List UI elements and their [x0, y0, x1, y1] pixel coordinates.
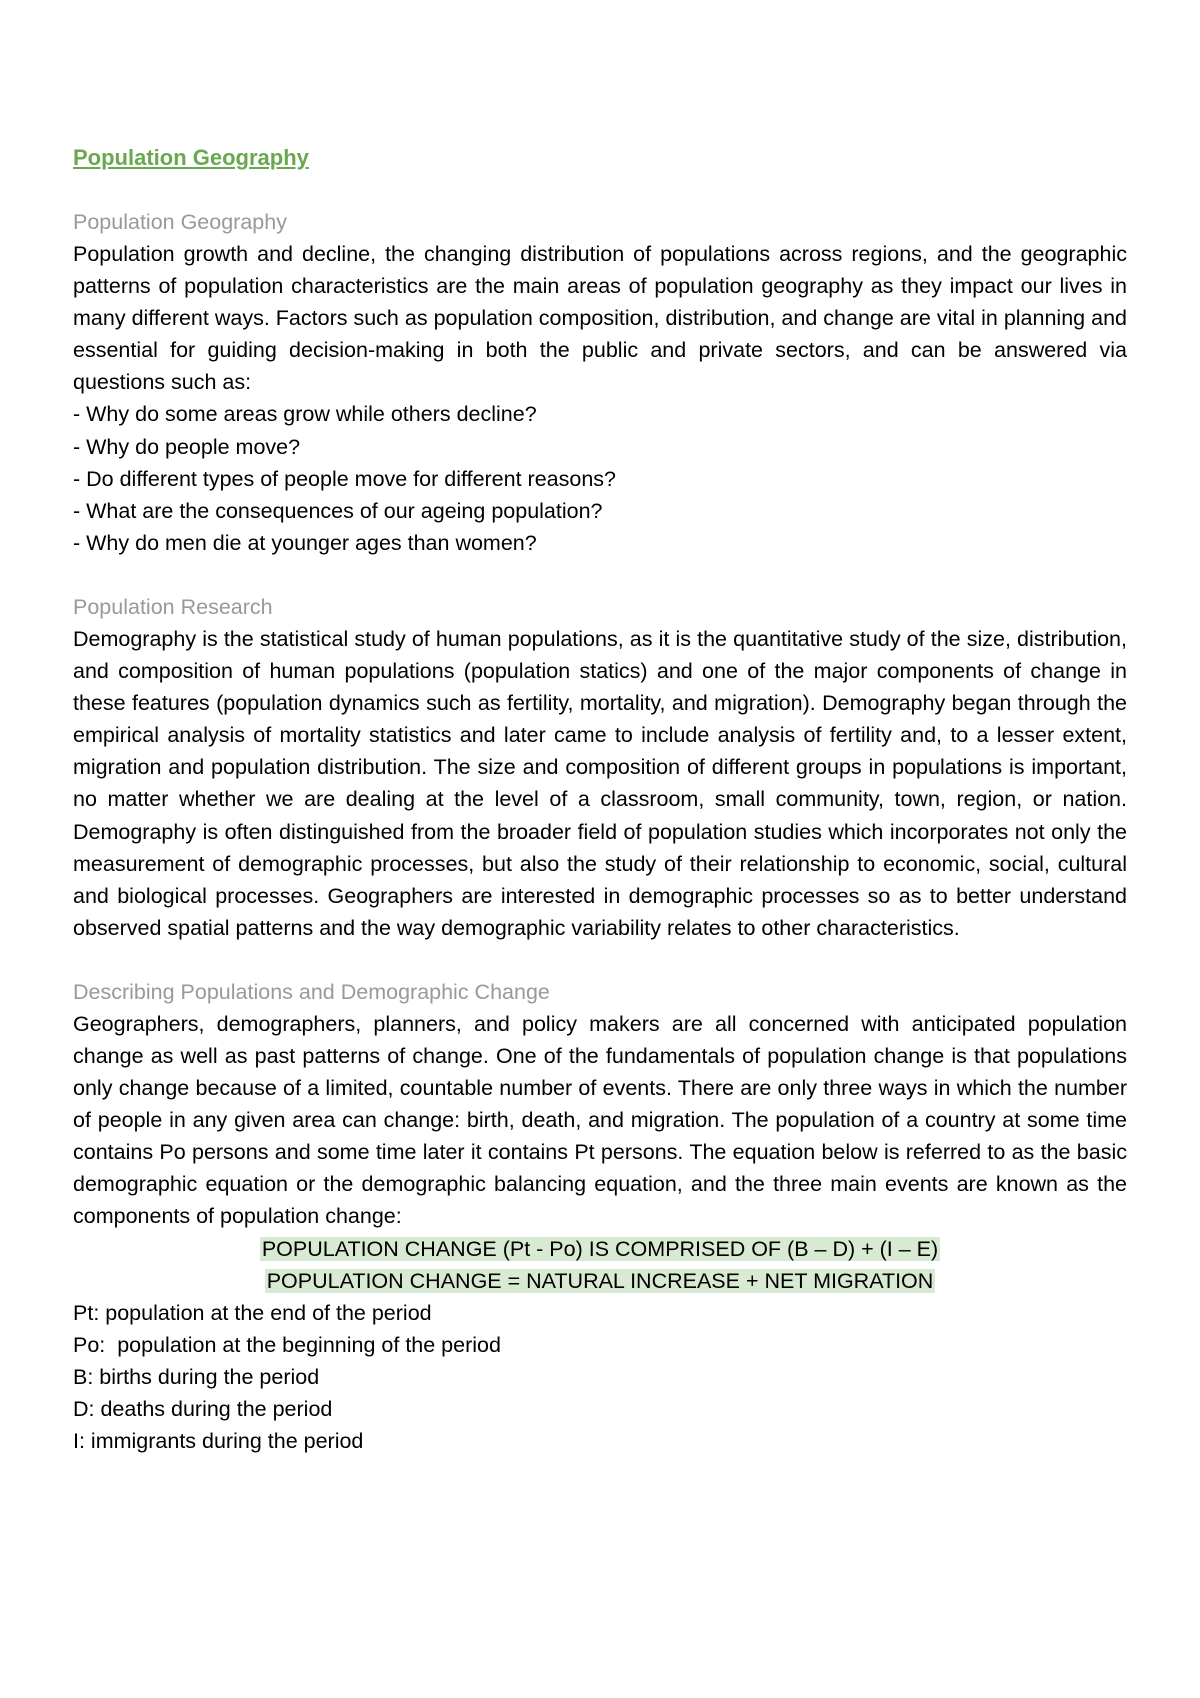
equation-text: POPULATION CHANGE (Pt - Po) IS COMPRISED OF (B – D) + (I – E) — [261, 1236, 939, 1261]
definition-item: Po: population at the beginning of the period — [73, 1332, 501, 1357]
section-paragraph: Geographers, demographers, planners, and policy makers are all concerned with anticipated population change as well as past patterns of change. One of the fundamentals of population change is that populations only change because of a limited, countable number of events. There are only three ways in which the number of people in any given area can change: birth, death, and migration. The population of a country at some time contains Po persons and some time later it contains Pt persons. The equation below is referred to as the basic demographic equation or the demographic balancing equation, and the three main events are known as the components of population change: — [73, 1011, 1127, 1229]
question-item: - Do different types of people move for different reasons? — [73, 466, 616, 491]
definition-item: I: immigrants during the period — [73, 1429, 364, 1454]
question-item: - Why do men die at younger ages than women? — [73, 530, 537, 555]
section-population-geography — [73, 206, 1127, 559]
section-population-research — [73, 591, 1127, 944]
section-heading: Population Geography — [73, 210, 287, 234]
definition-item: D: deaths during the period — [73, 1397, 333, 1421]
definition-list — [73, 1297, 1127, 1457]
section-paragraph: Demography is the statistical study of human populations, as it is the quantitative study of the size, distribution, and composition of human populations (population statics) and one of the major components of change in these features (population dynamics such as fertility, mortality, and migration). Demography began through the empirical analysis of mortality statistics and later came to include analysis of fertility and, to a lesser extent, migration and population distribution. The size and composition of different groups in populations is important, no matter whether we are dealing at the level of a classroom, small community, town, region, or nation. Demography is often distinguished from the broader field of population studies which incorporates not only the measurement of demographic processes, but also the study of their relationship to economic, social, cultural and biological processes. Geographers are interested in demographic processes so as to better understand observed spatial patterns and the way demographic variability relates to other characteristics. — [73, 626, 1127, 940]
document-title: Population Geography — [73, 145, 309, 170]
equation-text: POPULATION CHANGE = NATURAL INCREASE + NET MIGRATION — [266, 1268, 934, 1293]
equation-line — [73, 1233, 1127, 1265]
definition-item: Pt: population at the end of the period — [73, 1300, 432, 1325]
section-demographic-change — [73, 976, 1127, 1457]
section-paragraph: Population growth and decline, the changing distribution of populations across regions, and the geographic patterns of population characteristics are the main areas of population geography as they impact our lives in many different ways. Factors such as population composition, distribution, and change are vital in planning and essential for guiding decision-making in both the public and private sectors, and can be answered via questions such as: — [73, 242, 1127, 395]
question-list — [73, 398, 1127, 558]
question-item: - Why do some areas grow while others decline? — [73, 402, 537, 427]
definition-item: B: births during the period — [73, 1364, 320, 1389]
section-heading: Describing Populations and Demographic Change — [73, 979, 550, 1004]
question-item: - Why do people move? — [73, 434, 301, 459]
question-item: - What are the consequences of our ageing population? — [73, 498, 603, 523]
section-heading: Population Research — [73, 594, 273, 619]
equation-line — [73, 1265, 1127, 1297]
